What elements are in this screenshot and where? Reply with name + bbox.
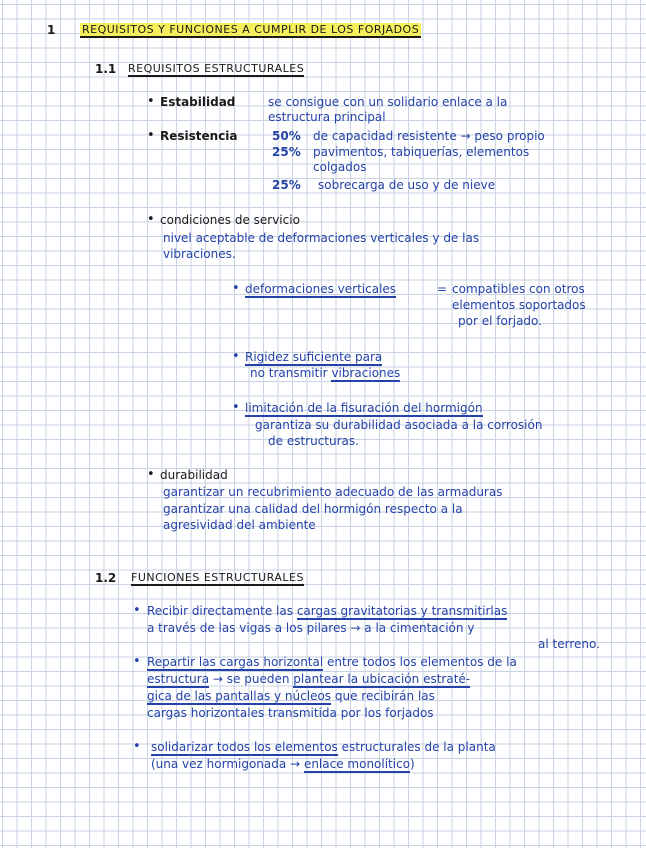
servicio-text-1: nivel aceptable de deformaciones verticales y de las — [163, 231, 480, 245]
recibir-text-2: a través de las vigas a los pilares → a la cimentación y — [147, 621, 475, 635]
rigidez-vibraciones: vibraciones — [331, 366, 401, 380]
bullet: • — [147, 212, 155, 227]
bullet: • — [232, 400, 240, 415]
repartir-text-1b: entre todos los elementos de la — [327, 655, 517, 669]
deformaciones-eq: = — [437, 282, 448, 296]
servicio-text-2: vibraciones. — [163, 247, 236, 261]
resistencia-text: sobrecarga de uso y de nieve — [318, 178, 496, 192]
bullet: • — [232, 281, 240, 296]
solidarizar-close-paren: ) — [410, 757, 415, 771]
heading-title: REQUISITOS Y FUNCIONES A CUMPLIR DE LOS FORJADOS — [82, 23, 420, 36]
durabilidad-text-2: garantizar una calidad del hormigón respecto a la — [163, 502, 463, 516]
bullet: • — [147, 128, 155, 143]
rigidez-text-1 — [245, 350, 382, 364]
recibir-cargas: cargas gravitatorias y transmitirlas — [296, 604, 508, 618]
repartir-text-3b: que recibirán las — [334, 689, 435, 703]
solidarizar-enlace: enlace monolítico — [303, 757, 411, 771]
deformaciones-label: deformaciones verticales — [245, 282, 397, 296]
repartir-text-2 — [147, 672, 470, 686]
repartir-cargas: Repartir las cargas horizontal — [147, 655, 324, 669]
rigidez-underlined: Rigidez suficiente para — [245, 350, 383, 364]
section-1-2-title: FUNCIONES ESTRUCTURALES — [131, 571, 304, 584]
recibir-text-3: al terreno. — [538, 637, 600, 651]
bullet: • — [147, 94, 155, 109]
resistencia-label: Resistencia — [160, 129, 238, 143]
bullet: • — [147, 467, 155, 482]
fisuracion-text-1: garantiza su durabilidad asociada a la corrosión — [255, 418, 543, 432]
fisuracion-text-2: de estructuras. — [268, 434, 359, 448]
solidarizar-text-2 — [151, 757, 415, 771]
estabilidad-text-1: se consigue con un solidario enlace a la — [268, 95, 508, 109]
solidarizar-text-1 — [151, 740, 496, 754]
rigidez-text-2a: no transmitir — [250, 366, 328, 380]
servicio-label: condiciones de servicio — [160, 213, 300, 227]
solidarizar-text-2a: (una vez hormigonada → — [151, 757, 301, 771]
rigidez-text-2 — [250, 366, 400, 380]
deformaciones-text-2: elementos soportados — [452, 298, 586, 312]
repartir-plantear: plantear la ubicación estraté- — [293, 672, 471, 686]
durabilidad-label: durabilidad — [160, 468, 228, 482]
resistencia-text: colgados — [313, 160, 367, 174]
section-1-1-title: REQUISITOS ESTRUCTURALES — [128, 62, 305, 75]
bullet: • — [133, 654, 141, 669]
bullet: • — [133, 739, 141, 754]
bullet: • — [232, 349, 240, 364]
solidarizar-elementos: solidarizar todos los elementos — [151, 740, 338, 754]
repartir-text-4: cargas horizontales transmitida por los forjados — [147, 706, 434, 720]
durabilidad-text-3: agresividad del ambiente — [163, 518, 316, 532]
deformaciones-text-1: compatibles con otros — [452, 282, 585, 296]
recibir-text-1 — [147, 604, 507, 618]
repartir-estructura: estructura — [147, 672, 210, 686]
heading-number: 1 — [47, 23, 56, 37]
resistencia-pct: 25% — [272, 145, 301, 159]
bullet: • — [133, 603, 141, 618]
fisuracion-label: limitación de la fisuración del hormigón — [245, 401, 483, 415]
resistencia-text: pavimentos, tabiquerías, elementos — [313, 145, 530, 159]
section-1-1-number: 1.1 — [95, 62, 117, 76]
repartir-text-1 — [147, 655, 517, 669]
repartir-text-3 — [147, 689, 435, 703]
resistencia-text: de capacidad resistente → peso propio — [313, 129, 545, 143]
repartir-pantallas: gica de las pantallas y núcleos — [147, 689, 332, 703]
deformaciones-text-3: por el forjado. — [458, 314, 542, 328]
estabilidad-text-2: estructura principal — [268, 110, 386, 124]
recibir-text-1a: Recibir directamente las — [147, 604, 293, 618]
section-1-2-number: 1.2 — [95, 571, 117, 585]
solidarizar-text-1b: estructurales de la planta — [341, 740, 496, 754]
estabilidad-label: Estabilidad — [160, 95, 236, 109]
resistencia-pct: 25% — [272, 178, 301, 192]
durabilidad-text-1: garantizar un recubrimiento adecuado de las armaduras — [163, 485, 503, 499]
resistencia-pct: 50% — [272, 129, 301, 143]
repartir-text-2b: → se pueden — [212, 672, 290, 686]
